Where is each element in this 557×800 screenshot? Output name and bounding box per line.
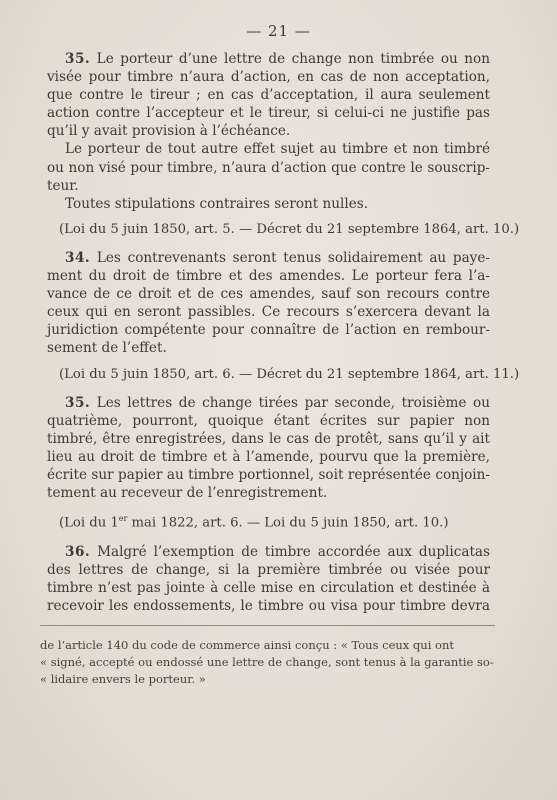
line-text: Malgré l’exemption de timbre accordée aux duplicatas — [97, 543, 490, 560]
text-line: des lettres de change, si la première timbrée ou visée pour — [47, 561, 490, 578]
footnote-line: de l’article 140 du code de commerce ainsi conçu : « Tous ceux qui ont — [40, 638, 454, 652]
article-number: 34. — [65, 249, 91, 266]
article-paragraph — [47, 543, 490, 615]
text-line: Le porteur de tout autre effet sujet au timbre et non timbré — [65, 141, 490, 158]
text-line: teur. — [47, 177, 79, 194]
text-line: recevoir les endossements, le timbre ou visa pour timbre devra — [47, 597, 490, 614]
legal-reference — [59, 510, 490, 532]
text-line: qu’il y avait provision à l’échéance. — [47, 123, 291, 140]
legal-reference: (Loi du 5 juin 1850, art. 5. — Décret du 21 septembre 1864, art. 10.) — [59, 221, 520, 237]
text-line: vance de ce droit et de ces amendes, sauf son recours contre — [47, 286, 490, 303]
article-paragraph — [47, 195, 490, 213]
article-number: 35. — [65, 51, 91, 67]
text-line: que contre le tireur ; en cas d’acceptation, il aura seulement — [47, 87, 490, 104]
text-line: timbré, être enregistrées, dans le cas de protêt, sans qu’il y ait — [47, 430, 490, 447]
text-line: lieu au droit de timbre et à l’amende, pourvu que la première, — [47, 448, 490, 465]
text-line: timbre n’est pas jointe à celle mise en circulation et destinée à — [47, 579, 490, 596]
legal-reference: (Loi du 5 juin 1850, art. 6. — Décret du 21 septembre 1864, art. 11.) — [59, 366, 520, 382]
ref-superscript: er — [118, 514, 128, 524]
footnote-line: « lidaire envers le porteur. » — [40, 672, 206, 686]
article-paragraph — [47, 249, 490, 358]
ref-text: mai 1822, art. 6. — Loi du 5 juin 1850, art. 10.) — [127, 515, 449, 531]
ref-text: (Loi du 1 — [59, 515, 119, 531]
footnote-line: « signé, accepté ou endossé une lettre de change, sont tenus à la garantie so- — [40, 655, 494, 669]
text-line — [47, 50, 490, 68]
article-paragraph — [47, 394, 490, 503]
text-line: ou non visé pour timbre, n’aura d’action que contre le souscrip- — [47, 159, 490, 176]
text-line: tement au receveur de l’enregistrement. — [47, 485, 328, 502]
footnote — [40, 637, 500, 688]
text-line: juridiction compétente pour connaître de l’action en rembour- — [47, 322, 490, 339]
page-body — [47, 50, 520, 615]
article-number: 35. — [65, 394, 91, 411]
text-line — [47, 394, 490, 412]
page-number: — 21 — — [246, 22, 311, 40]
text-line: visée pour timbre n’aura d’action, en cas de non acceptation, — [47, 69, 490, 86]
text-line — [47, 249, 490, 267]
line-text: Les contrevenants seront tenus solidairement au paye- — [96, 249, 490, 266]
text-line: action contre l’accepteur et le tireur, si celui-ci ne justifie pas — [47, 105, 490, 122]
text-line: quatrième, pourront, quoique étant écrites sur papier non — [47, 412, 490, 429]
footnote-divider — [40, 625, 495, 626]
line-text: Le porteur d’une lettre de change non timbrée ou non — [96, 51, 490, 67]
article-number: 36. — [65, 543, 91, 560]
article-paragraph — [47, 50, 490, 140]
text-line: Toutes stipulations contraires seront nulles. — [65, 195, 369, 212]
article-paragraph — [47, 140, 490, 194]
text-line: sement de l’effet. — [47, 340, 167, 357]
text-line: écrite sur papier au timbre portionnel, soit représentée conjoin- — [47, 466, 490, 483]
text-line — [47, 543, 490, 561]
text-line: ceux qui en seront passibles. Ce recours s’exercera devant la — [47, 304, 490, 321]
line-text: Les lettres de change tirées par seconde, troisième ou — [96, 394, 490, 411]
text-line: ment du droit de timbre et des amendes. Le porteur fera l’a- — [47, 268, 490, 285]
